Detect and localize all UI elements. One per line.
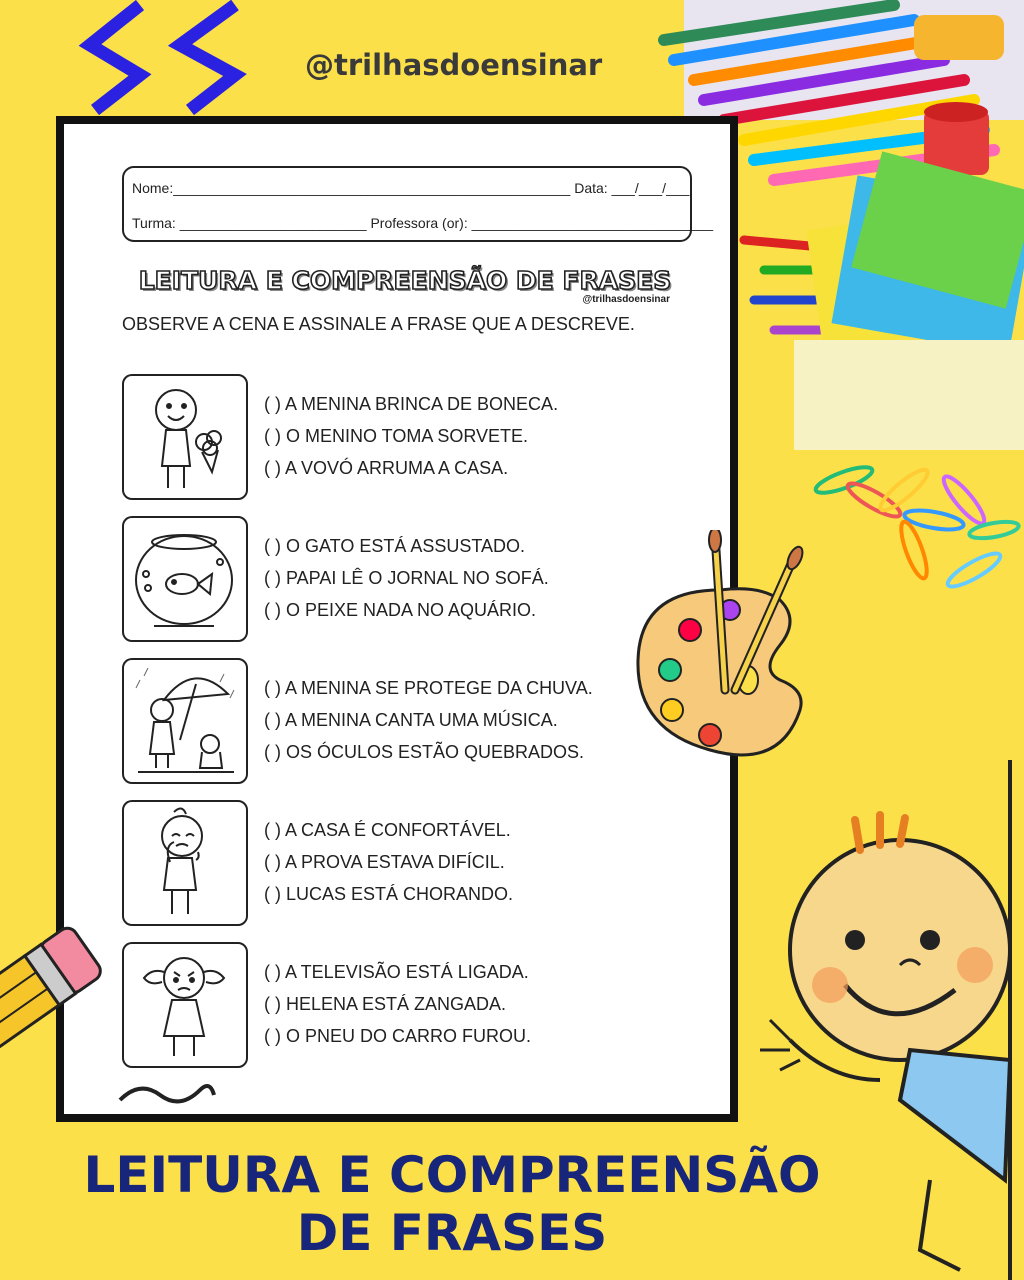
option[interactable]: ( ) O PNEU DO CARRO FUROU. bbox=[264, 1026, 532, 1046]
worksheet-title: LEITURA E COMPREENSÃO DE FRASES bbox=[138, 266, 672, 295]
student-info-box bbox=[122, 166, 713, 242]
option[interactable]: ( ) A PROVA ESTAVA DIFÍCIL. bbox=[264, 852, 505, 872]
option[interactable]: ( ) HELENA ESTÁ ZANGADA. bbox=[264, 994, 507, 1014]
option[interactable]: ( ) A VOVÓ ARRUMA A CASA. bbox=[264, 458, 509, 478]
pencil-icon bbox=[0, 920, 230, 1120]
main-title-line-1: LEITURA E COMPREENSÃO bbox=[83, 1146, 821, 1204]
teacher-field[interactable]: Professora (or): _______________________________ bbox=[370, 215, 713, 231]
crying-boy-image bbox=[122, 800, 248, 926]
account-handle: @trilhasdoensinar bbox=[305, 48, 603, 82]
worksheet-handle: @trilhasdoensinar bbox=[582, 294, 670, 305]
instruction-text: OBSERVE A CENA E ASSINALE A FRASE QUE A DESCREVE. bbox=[122, 314, 635, 334]
zigzag-decoration bbox=[70, 0, 260, 115]
fish-bowl-image bbox=[122, 516, 248, 642]
question-3 bbox=[122, 658, 682, 784]
main-title-line-2: DE FRASES bbox=[296, 1204, 608, 1262]
option[interactable]: ( ) O MENINO TOMA SORVETE. bbox=[264, 426, 529, 446]
option[interactable]: ( ) O GATO ESTÁ ASSUSTADO. bbox=[264, 536, 526, 556]
option[interactable]: ( ) A MENINA BRINCA DE BONECA. bbox=[264, 394, 559, 414]
main-title bbox=[0, 1146, 904, 1262]
option[interactable]: ( ) A MENINA SE PROTEGE DA CHUVA. bbox=[264, 678, 593, 698]
date-field[interactable]: Data: ___/___/___ bbox=[574, 180, 690, 196]
girl-umbrella-image bbox=[122, 658, 248, 784]
option[interactable]: ( ) OS ÓCULOS ESTÃO QUEBRADOS. bbox=[264, 742, 585, 762]
option[interactable]: ( ) A MENINA CANTA UMA MÚSICA. bbox=[264, 710, 558, 730]
option[interactable]: ( ) LUCAS ESTÁ CHORANDO. bbox=[264, 884, 514, 904]
name-line[interactable]: ___________________________________________________ bbox=[173, 180, 571, 196]
option[interactable]: ( ) A CASA É CONFORTÁVEL. bbox=[264, 820, 511, 840]
class-field[interactable]: Turma: ________________________ bbox=[132, 215, 367, 231]
option[interactable]: ( ) PAPAI LÊ O JORNAL NO SOFÁ. bbox=[264, 568, 549, 588]
question-4 bbox=[122, 800, 682, 926]
question-1 bbox=[122, 374, 682, 500]
option[interactable]: ( ) A TELEVISÃO ESTÁ LIGADA. bbox=[264, 962, 529, 982]
name-label: Nome: bbox=[132, 180, 174, 196]
paint-palette-icon bbox=[630, 530, 830, 780]
question-2 bbox=[122, 516, 682, 642]
boy-ice-cream-image bbox=[122, 374, 248, 500]
option[interactable]: ( ) O PEIXE NADA NO AQUÁRIO. bbox=[264, 600, 537, 620]
